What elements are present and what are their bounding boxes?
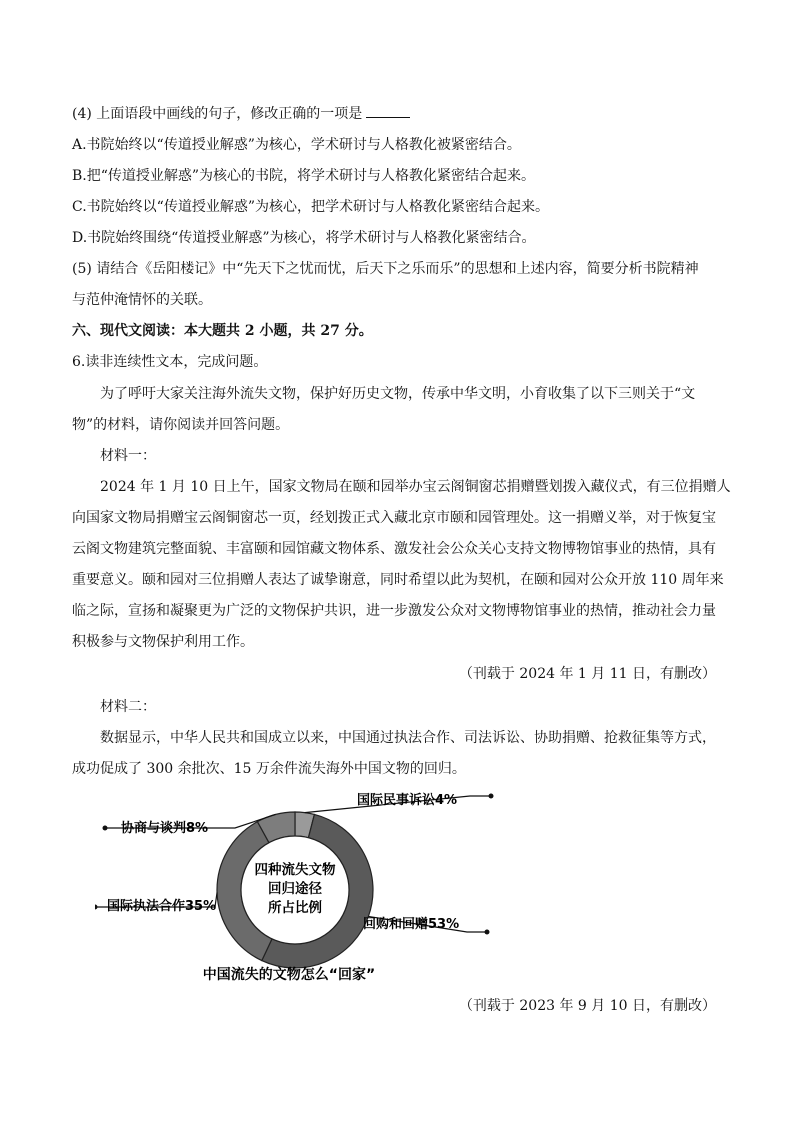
material2-line-1: 数据显示，中华人民共和国成立以来，中国通过执法合作、司法诉讼、协助捐赠、抢救征集等方式， [100,730,716,746]
material1-line: 2024 年 1 月 10 日上午，国家文物局在颐和园举办宝云阁铜窗芯捐赠暨划拨入藏仪式，有三位捐赠人 [100,479,731,495]
leader-dot [489,794,494,799]
q6-intro-line-2: 物”的材料，请你阅读并回答问题。 [72,417,290,433]
q4-stem [72,104,410,124]
material1-line: 向国家文物局捐赠宝云阁铜窗芯一页，经划拨正式入藏北京市颐和园管理处。这一捐赠义举，对于恢复宝 [72,510,716,526]
q6-title: 6.读非连续性文本，完成问题。 [72,354,268,370]
q5-line-1: (5) 请结合《岳阳楼记》中“先天下之忧而忧，后天下之乐而乐”的思想和上述内容，简要分析书院精神 [72,261,699,277]
q4-option-a: A.书院始终以“传道授业解惑”为核心，学术研讨与人格教化被紧密结合。 [72,137,521,153]
leader-dot [103,826,108,831]
leader-dot [95,905,98,910]
slice-label: 回购和回赠53% [363,917,460,932]
slice-label: 国际执法合作35% [107,899,217,914]
q4-option-b: B.把“传道授业解惑”为核心的书院，将学术研讨与人格教化紧密结合起来。 [72,168,536,184]
material2-label: 材料二： [100,699,156,715]
pie-chart-svg [95,782,495,992]
q6-intro-line-1: 为了呼吁大家关注海外流失文物，保护好历史文物，传承中华文明，小育收集了以下三则关于“文 [100,386,696,402]
answer-blank [366,104,410,118]
material1-line: 临之际，宣扬和凝聚更为广泛的文物保护共识，进一步激发公众对文物博物馆事业的热情，推动社会力量 [72,603,716,619]
pie-chart [95,782,495,992]
chart-center-title-1: 四种流失文物 [254,862,336,878]
material2-line-2: 成功促成了 300 余批次、15 万余件流失海外中国文物的回归。 [72,761,466,777]
chart-center-title-3: 所占比例 [268,900,322,916]
material1-label: 材料一： [100,448,156,464]
material1-line: 云阁文物建筑完整面貌、丰富颐和园馆藏文物体系、激发社会公众关心支持文物博物馆事业的热情，具有 [72,541,716,557]
material2-source: （刊载于 2023 年 9 月 10 日，有删改） [458,998,716,1014]
q4-option-c: C.书院始终以“传道授业解惑”为核心，把学术研讨与人格教化紧密结合起来。 [72,199,549,215]
slice-label: 协商与谈判8% [121,821,209,836]
q5-line-2: 与范仲淹情怀的关联。 [72,292,212,308]
material1-source: （刊载于 2024 年 1 月 11 日，有删改） [458,666,716,682]
chart-caption: 中国流失的文物怎么“回家” [202,967,376,983]
q4-option-d: D.书院始终围绕“传道授业解惑”为核心，将学术研讨与人格教化紧密结合。 [72,230,536,246]
slice-label: 国际民事诉讼4% [357,793,458,808]
material1-line: 积极参与文物保护利用工作。 [72,634,254,650]
q4-stem-text: (4) 上面语段中画线的句子，修改正确的一项是 [72,106,363,122]
section-heading: 六、现代文阅读：本大题共 2 小题，共 27 分。 [72,323,373,339]
chart-center-title-2: 回归途径 [268,881,322,897]
leader-dot [485,930,490,935]
material1-line: 重要意义。颐和园对三位捐赠人表达了诚挚谢意，同时希望以此为契机，在颐和园对公众开放 110 周年来 [72,572,724,588]
